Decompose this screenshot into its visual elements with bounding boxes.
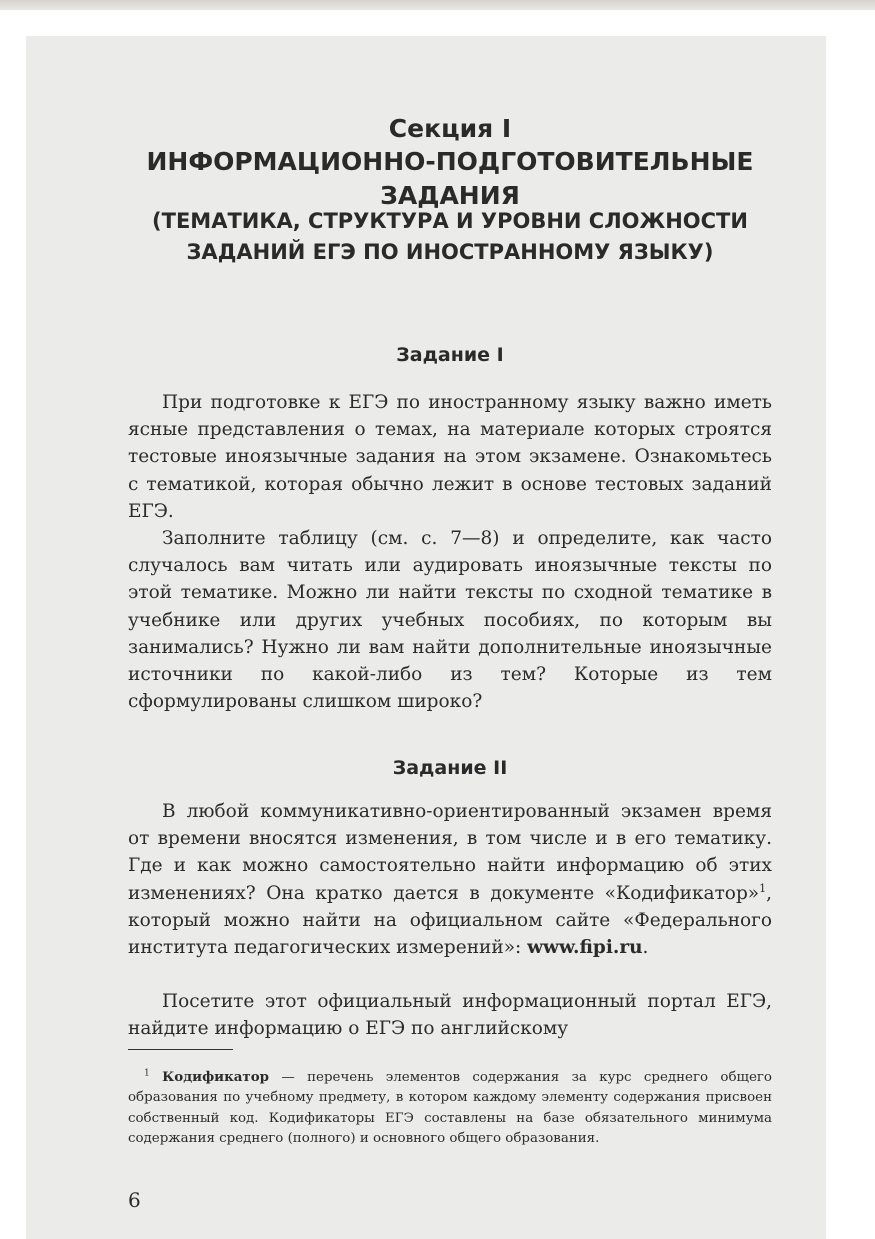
footnote-mark: 1: [144, 1068, 150, 1079]
footnote-rule: [128, 1049, 233, 1050]
section-subtitle-line-1: (ТЕМАТИКА, СТРУКТУРА И УРОВНИ СЛОЖНОСТИ: [152, 209, 748, 233]
task-2-text-start: В любой коммуникативно-ориентированный экзамен время от времени вносятся изменения, в том числе и в его тематику. Где и как можно самостоятельно найти информацию об этих изменениях? Она кратко дается в документе «Кодификатор»: [128, 801, 772, 904]
footnote: [128, 1067, 772, 1149]
section-title: [100, 145, 800, 213]
task-1-paragraph-2: Заполните таблицу (см. с. 7—8) и определите, как часто случалось вам читать или аудировать иноязычные тексты по этой тематике. Можно ли найти тексты по сходной тематике в учебнике или других учебных пособиях, по которым вы занимались? Нужно ли вам найти дополнительные иноязычные источники по какой-либо из тем? Которые из тем сформулированы слишком широко?: [128, 528, 772, 713]
fipi-url: www.fipi.ru: [527, 937, 643, 959]
task-2-paragraph-1: [128, 798, 772, 961]
footnote-ref: 1: [759, 881, 767, 895]
section-subtitle: [100, 206, 800, 268]
task-2-text-middle: , который можно найти на официальном сайте «Федерального института педагогических измерений»:: [128, 882, 772, 959]
section-subtitle-line-2: ЗАДАНИЙ ЕГЭ ПО ИНОСТРАННОМУ ЯЗЫКУ): [186, 240, 714, 264]
task-1-title: Задание I: [396, 344, 504, 366]
task-2-title: Задание II: [392, 757, 508, 779]
task-1-paragraph-1: При подготовке к ЕГЭ по иностранному языку важно иметь ясные представления о темах, на материале которых строятся тестовые иноязычные задания на этом экзамене. Ознакомьтесь с тематикой, которая обычно лежит в основе тестовых заданий ЕГЭ.: [128, 392, 772, 522]
page-number: 6: [128, 1188, 141, 1212]
section-title-line-2: ЗАДАНИЯ: [380, 181, 520, 210]
section-label: Секция I: [388, 114, 512, 143]
section-title-line-1: ИНФОРМАЦИОННО-ПОДГОТОВИТЕЛЬНЫЕ: [146, 147, 754, 176]
footnote-term: Кодификатор: [162, 1069, 270, 1085]
task-2-paragraph-2: Посетите этот официальный информационный портал ЕГЭ, найдите информацию о ЕГЭ по английскому: [128, 991, 772, 1040]
task-2-text-end: .: [642, 937, 649, 959]
footnote-text: — перечень элементов содержания за курс среднего общего образования по учебному предмету, в котором каждому элементу содержания присвоен собственный код. Кодификаторы ЕГЭ составлены на базе обязательного минимума содержания среднего (полного) и основного общего образования.: [128, 1070, 772, 1146]
